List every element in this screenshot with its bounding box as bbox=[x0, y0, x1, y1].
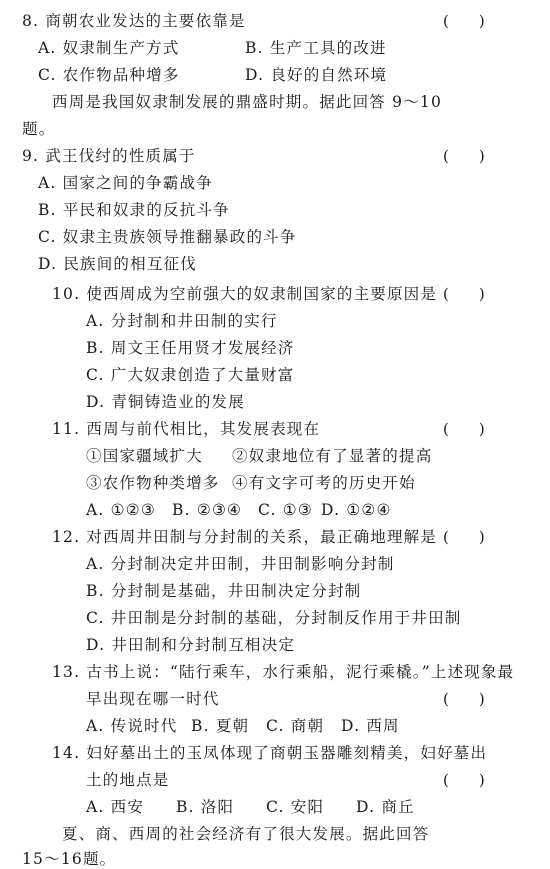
q13-stem-line2: 早出现在哪一时代 bbox=[86, 690, 220, 708]
q11-item-2: ②奴隶地位有了显著的提高 bbox=[232, 447, 433, 465]
intro-9-10-line2: 题。 bbox=[22, 120, 56, 138]
q13-option-b: B. 夏朝 bbox=[191, 717, 250, 735]
q13-option-d: D. 西周 bbox=[341, 717, 400, 735]
q8-option-d: D. 良好的自然环境 bbox=[245, 66, 388, 84]
q13-answer-blank: ( ) bbox=[443, 690, 485, 708]
q8-option-b: B. 生产工具的改进 bbox=[245, 39, 387, 57]
intro-15-16-line2: 15～16题。 bbox=[22, 850, 117, 868]
q10-option-d: D. 青铜铸造业的发展 bbox=[86, 393, 245, 411]
q14-stem-line1: 14. 妇好墓出土的玉凤体现了商朝玉器雕刻精美，妇好墓出 bbox=[52, 744, 488, 762]
q12-option-b: B. 分封制是基础，井田制决定分封制 bbox=[86, 582, 362, 600]
q14-stem-line2: 土的地点是 bbox=[86, 771, 170, 789]
intro-9-10-line1: 西周是我国奴隶制发展的鼎盛时期。据此回答 9～10 bbox=[52, 93, 443, 111]
q9-option-b: B. 平民和奴隶的反抗斗争 bbox=[38, 201, 230, 219]
q11-stem: 11. 西周与前代相比，其发展表现在 bbox=[52, 420, 321, 438]
q13-option-c: C. 商朝 bbox=[266, 717, 325, 735]
q14-option-b: B. 洛阳 bbox=[176, 798, 235, 816]
q14-option-c: C. 安阳 bbox=[266, 798, 325, 816]
q8-option-c: C. 农作物品种增多 bbox=[38, 66, 180, 84]
q8-answer-blank: ( ) bbox=[443, 12, 485, 30]
q14-option-a: A. 西安 bbox=[86, 798, 145, 816]
q9-option-c: C. 奴隶主贵族领导推翻暴政的斗争 bbox=[38, 228, 297, 246]
q11-item-1: ①国家疆域扩大 bbox=[86, 447, 203, 465]
q11-item-3: ③农作物种类增多 bbox=[86, 474, 220, 492]
q9-option-d: D. 民族间的相互征伐 bbox=[38, 255, 197, 273]
q10-stem: 10. 使西周成为空前强大的奴隶制国家的主要原因是 bbox=[52, 285, 438, 303]
q10-option-c: C. 广大奴隶创造了大量财富 bbox=[86, 366, 295, 384]
q8-option-a: A. 奴隶制生产方式 bbox=[38, 39, 180, 57]
q12-option-c: C. 井田制是分封制的基础，分封制反作用于井田制 bbox=[86, 609, 462, 627]
q11-option-d: D. ①②④ bbox=[321, 501, 392, 519]
q9-answer-blank: ( ) bbox=[443, 147, 485, 165]
q11-answer-blank: ( ) bbox=[443, 420, 485, 438]
q10-answer-blank: ( ) bbox=[443, 285, 485, 303]
q13-stem-line1: 13. 古书上说：“陆行乘车，水行乘船，泥行乘橇。”上述现象最 bbox=[52, 663, 515, 681]
q10-option-b: B. 周文王任用贤才发展经济 bbox=[86, 339, 295, 357]
q12-answer-blank: ( ) bbox=[443, 528, 485, 546]
q11-option-b: B. ②③④ bbox=[172, 501, 243, 519]
q13-option-a: A. 传说时代 bbox=[86, 717, 178, 735]
q11-option-a: A. ①②③ bbox=[86, 501, 156, 519]
q11-option-c: C. ①③ bbox=[258, 501, 313, 519]
q12-stem: 12. 对西周井田制与分封制的关系，最正确地理解是 bbox=[52, 528, 438, 546]
intro-15-16-line1: 夏、商、西周的社会经济有了很大发展。据此回答 bbox=[62, 825, 430, 843]
q12-option-a: A. 分封制决定井田制，井田制影响分封制 bbox=[86, 555, 395, 573]
q11-item-4: ④有文字可考的历史开始 bbox=[232, 474, 416, 492]
q9-stem: 9. 武王伐纣的性质属于 bbox=[22, 147, 196, 165]
q14-option-d: D. 商丘 bbox=[356, 798, 415, 816]
q14-answer-blank: ( ) bbox=[443, 771, 485, 789]
q8-stem: 8. 商朝农业发达的主要依靠是 bbox=[22, 12, 246, 30]
q12-option-d: D. 井田制和分封制互相决定 bbox=[86, 636, 296, 654]
q10-option-a: A. 分封制和井田制的实行 bbox=[86, 312, 278, 330]
q9-option-a: A. 国家之间的争霸战争 bbox=[38, 174, 213, 192]
